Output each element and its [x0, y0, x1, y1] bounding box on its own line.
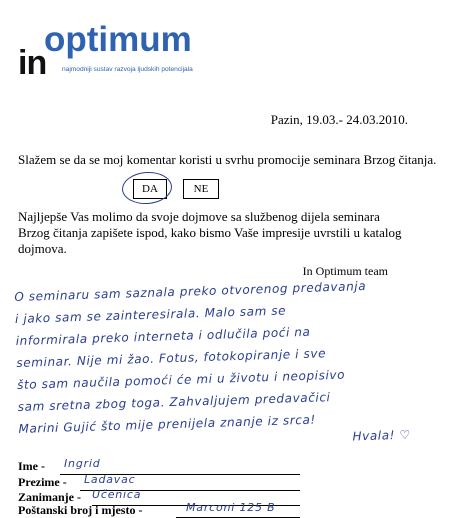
- field-zanimanje-label: Zanimanje -: [18, 490, 81, 504]
- field-prezime-value[interactable]: Ladavac: [84, 473, 136, 486]
- consent-no-box[interactable]: NE: [183, 179, 219, 199]
- comment-line: Marini Gujić što mije prenijela znanje iz srca!: [18, 412, 317, 436]
- comment-line: O seminaru sam saznala preko otvorenog predavanja: [14, 278, 367, 304]
- logo-name: optimum: [44, 20, 192, 59]
- field-ime-label: Ime -: [18, 459, 45, 473]
- place-date: Pazin, 19.03.- 24.03.2010.: [270, 112, 408, 127]
- comment-line: seminar. Nije mi žao. Fotus, fotokopiranje i sve: [16, 346, 327, 370]
- logo-tagline: najmodniji sustav razvoja ljudskih potencijala: [62, 66, 193, 73]
- comment-line: Hvala! ♡: [352, 427, 412, 444]
- team-signature: In Optimum team: [302, 264, 388, 278]
- consent-statement: Slažem se da se moj komentar koristi u svrhu promocije seminara Brzog čitanja.: [18, 152, 437, 167]
- in-optimum-logo: [18, 18, 218, 80]
- comment-line: što sam naučila pomoći će mi u životu i neopisivo: [16, 367, 346, 392]
- field-mjesto-label: Poštanski broj i mjesto -: [18, 503, 143, 517]
- consent-yes-box[interactable]: DA: [133, 179, 167, 199]
- comment-line: i jako sam se zainteresirala. Malo sam se: [14, 303, 287, 326]
- request-text: Najljepše Vas molimo da svoje dojmove sa službenog dijela seminara Brzog čitanja zapišete ispod, kako bismo Vaše impresije uvrstili u katalog dojmova.: [18, 209, 402, 256]
- field-mjesto-value[interactable]: Marconi 125 B: [186, 501, 276, 514]
- field-zanimanje-value[interactable]: Učenica: [92, 488, 142, 501]
- field-prezime-label: Prezime -: [18, 475, 67, 489]
- selection-circle: [121, 170, 173, 205]
- logo-prefix: in: [18, 44, 47, 82]
- handwritten-comment: [14, 273, 439, 454]
- comment-line: sam sretna zbog toga. Zahvaljujem predavačici: [17, 390, 331, 414]
- field-ime-value[interactable]: Ingrid: [64, 457, 101, 470]
- comment-line: informirala preko interneta i odlučila poći na: [15, 324, 311, 348]
